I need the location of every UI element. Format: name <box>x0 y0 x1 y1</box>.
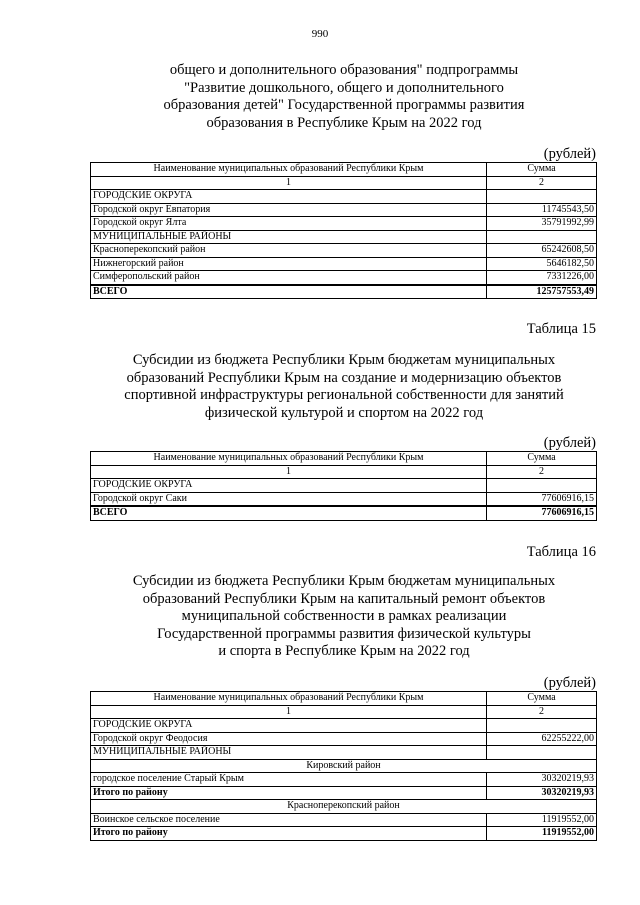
column-number: 1 <box>91 176 487 190</box>
table-row <box>91 203 597 217</box>
row-amount: 30320219,93 <box>487 786 597 800</box>
heading-line: образований Республики Крым на капитальный ремонт объектов <box>142 590 546 607</box>
table-row <box>91 773 597 787</box>
table-header-row <box>91 163 597 177</box>
column-number: 2 <box>487 176 597 190</box>
row-amount: 11745543,50 <box>487 203 597 217</box>
subsidy-table-2 <box>90 451 597 521</box>
row-name: Городской округ Саки <box>91 492 487 506</box>
row-name: Итого по району <box>91 827 487 841</box>
row-amount: 30320219,93 <box>487 773 597 787</box>
unit-label: (рублей) <box>543 146 596 162</box>
page-number: 990 <box>311 28 329 40</box>
column-header-amount: Сумма <box>487 452 597 466</box>
row-name: городское поселение Старый Крым <box>91 773 487 787</box>
column-number-row <box>91 465 597 479</box>
section3-heading <box>92 573 596 661</box>
row-name: Городской округ Ялта <box>91 217 487 231</box>
table-row <box>91 719 597 733</box>
table-header-row <box>91 452 597 466</box>
row-amount: 65242608,50 <box>487 244 597 258</box>
table-row <box>91 285 597 299</box>
row-name: МУНИЦИПАЛЬНЫЕ РАЙОНЫ <box>91 746 487 760</box>
row-name: Симферопольский район <box>91 271 487 285</box>
table-row <box>91 746 597 760</box>
heading-line: образования в Республике Крым на 2022 год <box>206 114 482 131</box>
column-header-name: Наименование муниципальных образований Республики Крым <box>91 692 487 706</box>
row-name: ВСЕГО <box>91 506 487 520</box>
row-amount: 77606916,15 <box>487 492 597 506</box>
table-row <box>91 827 597 841</box>
heading-line: Субсидии из бюджета Республики Крым бюджетам муниципальных <box>132 352 556 368</box>
row-name: Городской округ Евпатория <box>91 203 487 217</box>
column-header-name: Наименование муниципальных образований Республики Крым <box>91 452 487 466</box>
heading-line: Государственной программы развития физической культуры <box>157 625 531 642</box>
row-name: ГОРОДСКИЕ ОКРУГА <box>91 479 487 493</box>
table-label-16: Таблица 16 <box>526 544 596 560</box>
row-amount <box>487 746 597 760</box>
table-row <box>91 800 597 814</box>
heading-line: и спорта в Республике Крым на 2022 год <box>218 643 470 659</box>
table-row <box>91 506 597 520</box>
table-row <box>91 759 597 773</box>
row-amount: 35791992,99 <box>487 217 597 231</box>
table-row <box>91 230 597 244</box>
subsidy-table-3 <box>90 691 597 841</box>
table-row <box>91 190 597 204</box>
row-amount: 7331226,00 <box>487 271 597 285</box>
unit-label: (рублей) <box>543 675 596 691</box>
heading-line: физической культурой и спортом на 2022 год <box>204 404 484 421</box>
section2-heading <box>92 352 596 422</box>
row-amount <box>487 230 597 244</box>
table-row <box>91 257 597 271</box>
heading-line: спортивной инфраструктуры региональной собственности для занятий <box>124 387 564 403</box>
heading-line: образований Республики Крым на создание и модернизацию объектов <box>126 369 562 386</box>
column-header-amount: Сумма <box>487 163 597 177</box>
heading-line: образования детей" Государственной программы развития <box>163 97 525 113</box>
row-name: ВСЕГО <box>91 285 487 299</box>
section1-heading <box>92 62 596 132</box>
column-number: 1 <box>91 705 487 719</box>
column-header-name: Наименование муниципальных образований Республики Крым <box>91 163 487 177</box>
table-label-15: Таблица 15 <box>526 321 596 337</box>
column-number: 2 <box>487 465 597 479</box>
district-header: Кировский район <box>91 759 597 773</box>
row-name: Воинское сельское поселение <box>91 813 487 827</box>
row-name: ГОРОДСКИЕ ОКРУГА <box>91 719 487 733</box>
row-amount: 11919552,00 <box>487 813 597 827</box>
column-header-amount: Сумма <box>487 692 597 706</box>
row-name: МУНИЦИПАЛЬНЫЕ РАЙОНЫ <box>91 230 487 244</box>
column-number-row <box>91 176 597 190</box>
table-row <box>91 271 597 285</box>
column-number-row <box>91 705 597 719</box>
heading-line: Субсидии из бюджета Республики Крым бюджетам муниципальных <box>132 573 556 589</box>
table-header-row <box>91 692 597 706</box>
heading-line: муниципальной собственности в рамках реализации <box>181 608 507 624</box>
table-row <box>91 217 597 231</box>
row-amount <box>487 719 597 733</box>
row-name: Итого по району <box>91 786 487 800</box>
row-amount <box>487 190 597 204</box>
row-name: Красноперекопский район <box>91 244 487 258</box>
table-row <box>91 492 597 506</box>
column-number: 2 <box>487 705 597 719</box>
row-amount: 5646182,50 <box>487 257 597 271</box>
row-amount: 77606916,15 <box>487 506 597 520</box>
row-name: ГОРОДСКИЕ ОКРУГА <box>91 190 487 204</box>
row-name: Нижнегорский район <box>91 257 487 271</box>
row-amount <box>487 479 597 493</box>
column-number: 1 <box>91 465 487 479</box>
heading-line: "Развитие дошкольного, общего и дополнительного <box>184 79 504 96</box>
table-row <box>91 786 597 800</box>
row-amount: 11919552,00 <box>487 827 597 841</box>
subsidy-table-1 <box>90 162 597 299</box>
district-header: Красноперекопский район <box>91 800 597 814</box>
unit-label: (рублей) <box>543 435 596 451</box>
table-row <box>91 732 597 746</box>
row-amount: 62255222,00 <box>487 732 597 746</box>
table-row <box>91 479 597 493</box>
table-row <box>91 244 597 258</box>
table-row <box>91 813 597 827</box>
row-amount: 125757553,49 <box>487 285 597 299</box>
row-name: Городской округ Феодосия <box>91 732 487 746</box>
heading-line: общего и дополнительного образования" подпрограммы <box>169 62 519 78</box>
